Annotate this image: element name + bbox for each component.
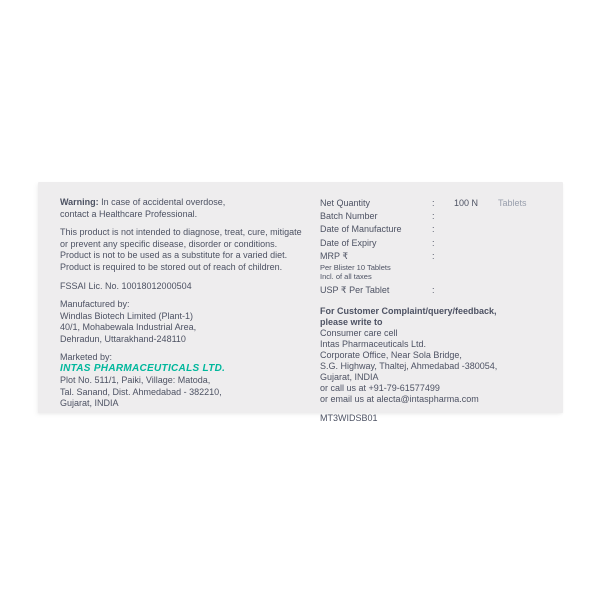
disclaimer-line-4: Product is required to be stored out of reach of children. [60,261,283,272]
customer-phone: or call us at +91-79-61577499 [320,382,440,393]
warning-line-1 [60,197,328,209]
marketer-address-1: Plot No. 511/1, Paiki, Village: Matoda, [60,375,211,386]
net-quantity-value: 100 N [454,198,479,208]
manufacturer-address-1: 40/1, Mohabewala Industrial Area, [60,322,197,333]
pack-code: MT3WIDSB01 [320,412,378,423]
manufactured-by-heading: Manufactured by: [60,299,130,310]
customer-complaint-block [320,306,556,405]
date-of-expiry-value [454,237,498,250]
customer-care-cell: Consumer care cell [320,327,398,338]
mrp-note-taxes: Incl. of all taxes [320,272,372,282]
batch-number-value [454,210,498,223]
detail-row-mrp [320,250,556,263]
customer-company: Intas Pharmaceuticals Ltd. [320,338,427,349]
fssai-license: FSSAI Lic. No. 10018012000504 [60,280,192,291]
disclaimer-paragraph [60,227,328,273]
customer-address-2: S.G. Highway, Thaltej, Ahmedabad -380054, [320,360,498,371]
net-quantity-unit: Tablets [498,198,527,208]
date-of-manufacture-label: Date of Manufacture [320,224,402,235]
detail-row-date-of-manufacture [320,223,556,236]
usp-label: USP ₹ Per Tablet [320,285,390,296]
mrp-note-per-blister: Per Blister 10 Tablets [320,263,391,273]
right-column [320,197,556,423]
detail-row-batch-number [320,210,556,223]
date-of-manufacture-value [454,223,498,236]
disclaimer-line-1: This product is not intended to diagnose, treat, cure, mitigate [60,227,302,238]
date-of-expiry-separator: : [432,237,435,248]
marketed-by-block [60,352,328,410]
warning-paragraph [60,197,328,220]
batch-number-label: Batch Number [320,211,378,222]
customer-address-3: Gujarat, INDIA [320,371,379,382]
marketer-address-2: Tal. Sanand, Dist. Ahmedabad - 382210, [60,386,222,397]
manufactured-by-block [60,299,328,345]
detail-row-date-of-expiry [320,237,556,250]
net-quantity-label: Net Quantity [320,198,371,208]
mrp-label: MRP ₹ [320,250,349,261]
batch-number-separator: : [432,211,435,222]
net-quantity-separator: : [432,198,435,208]
date-of-expiry-label: Date of Expiry [320,237,377,248]
disclaimer-line-3: Product is not to be used as a substitute for a varied diet. [60,250,288,261]
detail-row-net-quantity [320,197,556,210]
customer-email: or email us at alecta@intaspharma.com [320,393,479,404]
customer-complaint-heading-2: please write to [320,316,383,327]
warning-title: Warning: [60,197,99,207]
mrp-value [454,250,498,263]
package-label-panel [38,182,563,423]
left-column [60,197,328,410]
customer-complaint-heading-1: For Customer Complaint/query/feedback, [320,305,497,316]
disclaimer-line-2: or prevent any specific disease, disorder or conditions. [60,238,278,249]
marketed-by-heading: Marketed by: [60,351,113,362]
marketer-company-name: INTAS PHARMACEUTICALS LTD. [60,363,226,375]
warning-line-2: contact a Healthcare Professional. [60,208,198,219]
usp-separator: : [432,285,435,296]
manufacturer-address-2: Dehradun, Uttarakhand-248110 [60,333,186,344]
mrp-separator: : [432,250,435,261]
marketer-address-3: Gujarat, INDIA [60,398,119,409]
date-of-manufacture-separator: : [432,224,435,235]
manufacturer-name: Windlas Biotech Limited (Plant-1) [60,310,194,321]
detail-row-usp [320,284,556,297]
warning-text-1: In case of accidental overdose, [98,197,226,207]
customer-address-1: Corporate Office, Near Sola Bridge, [320,349,462,360]
